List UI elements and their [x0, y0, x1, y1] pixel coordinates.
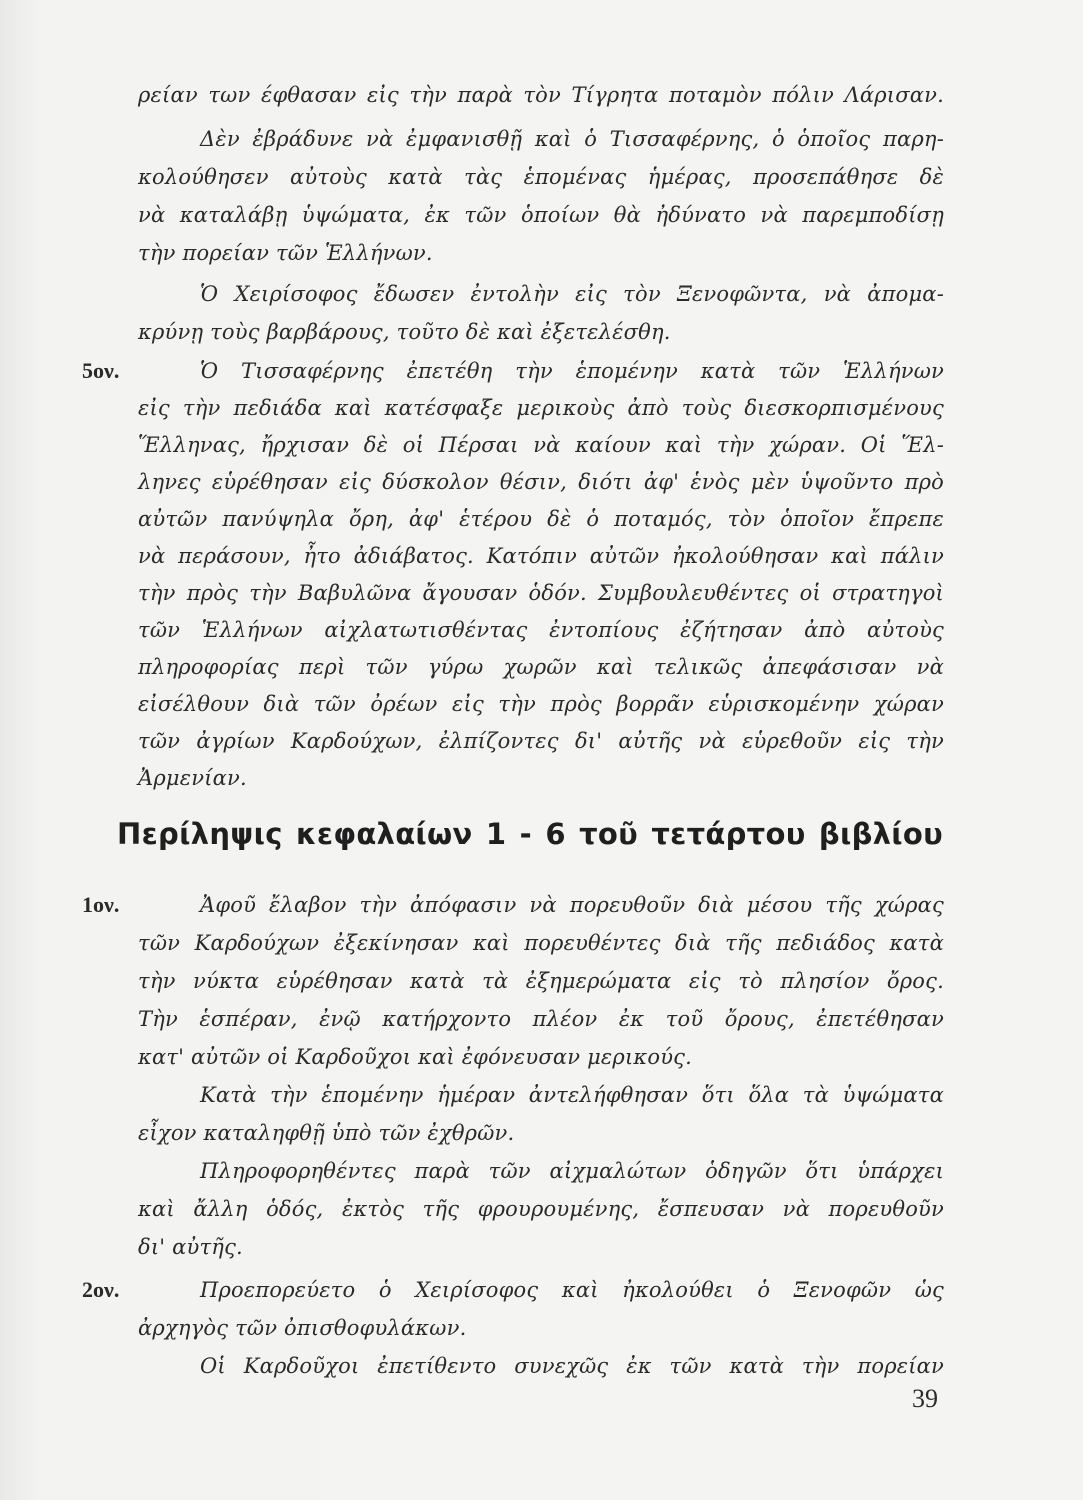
text-line: τῶν Καρδούχων ἐξεκίνησαν καὶ πορευθέντες διὰ τῆς πεδιάδος κατὰ: [138, 931, 944, 955]
text-line: Ὁ Χειρίσοφος ἔδωσεν ἐντολὴν εἰς τὸν Ξενοφῶντα, νὰ ἀπομα-: [200, 282, 944, 306]
text-line: τῶν Ἑλλήνων αἰχλατωτισθέντας ἐντοπίους ἐζήτησαν ἀπὸ αὐτοὺς: [138, 618, 944, 642]
text-line: δι' αὐτῆς.: [138, 1235, 243, 1259]
text-line: καὶ ἄλλη ὁδός, ἐκτὸς τῆς φρουρουμένης, ἔσπευσαν νὰ πορευθοῦν: [138, 1197, 944, 1221]
section-heading: Περίληψις κεφαλαίων 1 - 6 τοῦ τετάρτου βιβλίου: [117, 817, 943, 851]
page-number: 39: [912, 1384, 938, 1413]
text-line: ληνες εὑρέθησαν εἰς δύσκολον θέσιν, διότι ἀφ' ἑνὸς μὲν ὑψοῦντο πρὸ: [138, 470, 944, 494]
text-line: Κατὰ τὴν ἑπομένην ἡμέραν ἀντελήφθησαν ὅτι ὅλα τὰ ὑψώματα: [200, 1083, 944, 1107]
text-line: τῶν ἀγρίων Καρδούχων, ἐλπίζοντες δι' αὐτῆς νὰ εὑρεθοῦν εἰς τὴν: [138, 729, 944, 753]
text-line: αὐτῶν πανύψηλα ὄρη, ἀφ' ἑτέρου δὲ ὁ ποταμός, τὸν ὁποῖον ἔπρεπε: [138, 507, 944, 531]
text-line: Ἀφοῦ ἔλαβον τὴν ἀπόφασιν νὰ πορευθοῦν διὰ μέσου τῆς χώρας: [200, 893, 944, 917]
text-line: ἀρχηγὸς τῶν ὀπισθοφυλάκων.: [138, 1316, 467, 1340]
text-line: νὰ καταλάβῃ ὑψώματα, ἐκ τῶν ὁποίων θὰ ἠδύνατο νὰ παρεμποδίσῃ: [138, 203, 944, 227]
text-line: κολούθησεν αὐτοὺς κατὰ τὰς ἑπομένας ἡμέρας, προσεπάθησε δὲ: [138, 165, 944, 189]
text-line: τὴν πορείαν τῶν Ἑλλήνων.: [138, 241, 433, 265]
text-line: νὰ περάσουν, ἦτο ἀδιάβατος. Κατόπιν αὐτῶν ἠκολούθησαν καὶ πάλιν: [138, 544, 944, 568]
text-line: τὴν νύκτα εὑρέθησαν κατὰ τὰ ἐξημερώματα εἰς τὸ πλησίον ὄρος.: [138, 969, 944, 993]
text-line: Πληροφορηθέντες παρὰ τῶν αἰχμαλώτων ὁδηγῶν ὅτι ὑπάρχει: [200, 1159, 944, 1183]
text-line: Ὁ Τισσαφέρνης ἐπετέθη τὴν ἑπομένην κατὰ τῶν Ἑλλήνων: [200, 359, 944, 383]
text-line: Δὲν ἐβράδυνε νὰ ἐμφανισθῇ καὶ ὁ Τισσαφέρνης, ὁ ὁποῖος παρη-: [200, 127, 944, 151]
text-line: ρείαν των έφθασαν εἰς τὴν παρὰ τὸν Τίγρητα ποταμὸν πόλιν Λάρισαν.: [138, 83, 944, 107]
text-line: πληροφορίας περὶ τῶν γύρω χωρῶν καὶ τελικῶς ἀπεφάσισαν νὰ: [138, 655, 944, 679]
text-line: εἰσέλθουν διὰ τῶν ὀρέων εἰς τὴν πρὸς βορρᾶν εὑρισκομένην χώραν: [138, 692, 944, 716]
text-line: Οἱ Καρδοῦχοι ἐπετίθεντο συνεχῶς ἐκ τῶν κατὰ τὴν πορείαν: [200, 1354, 944, 1378]
text-line: κατ' αὐτῶν οἱ Καρδοῦχοι καὶ ἐφόνευσαν μερικούς.: [138, 1045, 692, 1069]
text-line: Τὴν ἑσπέραν, ἐνῷ κατήρχοντο πλέον ἐκ τοῦ ὄρους, ἐπετέθησαν: [138, 1007, 944, 1031]
text-line: εἶχον καταληφθῇ ὑπὸ τῶν ἐχθρῶν.: [138, 1121, 515, 1145]
text-line: Ἀρμενίαν.: [138, 766, 247, 790]
text-line: Προεπορεύετο ὁ Χειρίσοφος καὶ ἠκολούθει ὁ Ξενοφῶν ὡς: [200, 1278, 944, 1302]
paragraph-number: 1ον.: [82, 892, 120, 917]
text-line: τὴν πρὸς τὴν Βαβυλῶνα ἄγουσαν ὁδόν. Συμβουλευθέντες οἱ στρατηγοὶ: [138, 581, 944, 605]
text-line: κρύνῃ τοὺς βαρβάρους, τοῦτο δὲ καὶ ἐξετελέσθη.: [138, 320, 671, 344]
text-line: εἰς τὴν πεδιάδα καὶ κατέσφαξε μερικοὺς ἀπὸ τοὺς διεσκορπισμένους: [138, 396, 944, 420]
paragraph-number: 2ον.: [82, 1277, 120, 1302]
paragraph-number: 5ον.: [82, 358, 120, 383]
text-line: Ἕλληνας, ἤρχισαν δὲ οἱ Πέρσαι νὰ καίουν καὶ τὴν χώραν. Οἱ Ἕλ-: [138, 433, 944, 457]
